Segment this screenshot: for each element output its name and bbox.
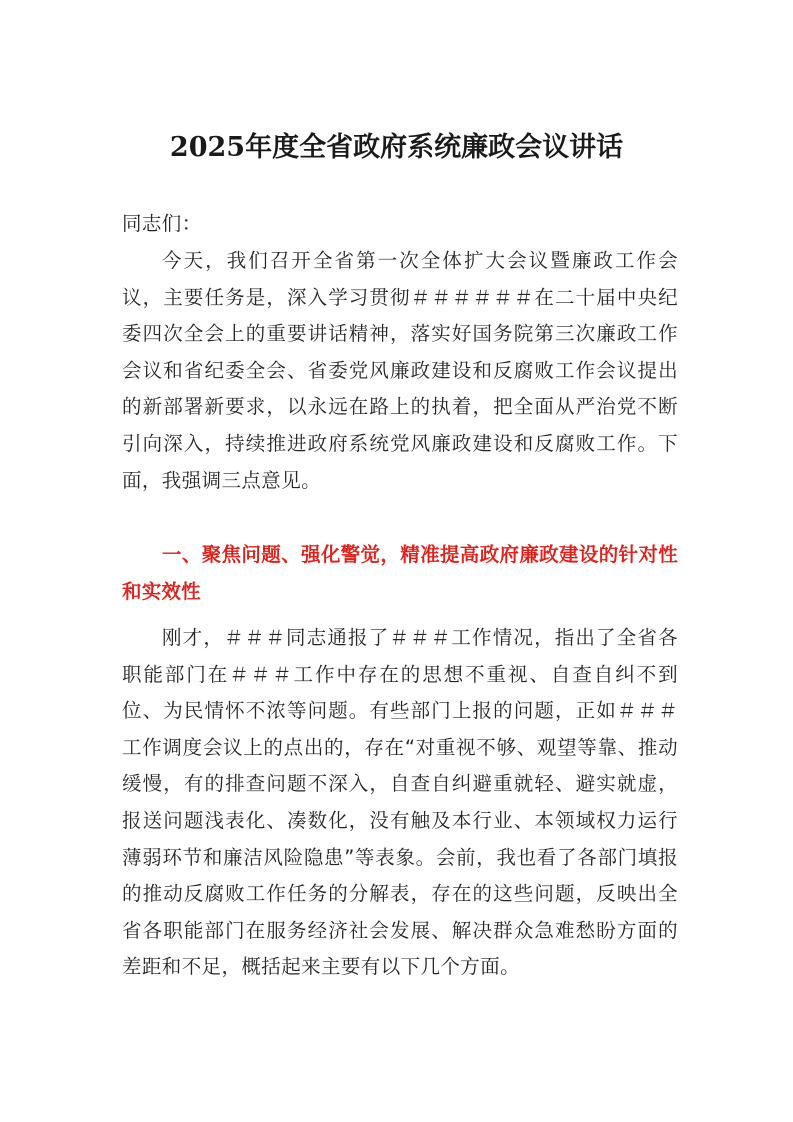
- paragraph-section-1: 刚才，＃＃＃同志通报了＃＃＃工作情况，指出了全省各职能部门在＃＃＃工作中存在的思想不重视、自查自纠不到位、为民情怀不浓等问题。有些部门上报的问题，正如＃＃＃工作调度会议上的点出的，存在“对重视不够、观望等靠、推动缓慢，有的排查问题不深入，自查自纠避重就轻、避实就虚，报送问题浅表化、凑数化，没有触及本行业、本领域权力运行薄弱环节和廉洁风险隐患”等表象。会前，我也看了各部门填报的推动反腐败工作任务的分解表，存在的这些问题，反映出全省各职能部门在服务经济社会发展、解决群众急难愁盼方面的差距和不足，概括起来主要有以下几个方面。: [122, 626, 678, 979]
- paragraph-opening: 今天，我们召开全省第一次全体扩大会议暨廉政工作会议，主要任务是，深入学习贯彻＃＃＃＃＃＃在二十届中央纪委四次全会上的重要讲话精神，落实好国务院第三次廉政工作会议和省纪委全会、省委党风廉政建设和反腐败工作会议提出的新部署新要求，以永远在路上的执着，把全面从严治党不断引向深入，持续推进政府系统党风廉政建设和反腐败工作。下面，我强调三点意见。: [122, 249, 678, 492]
- section-heading-1: 一、聚焦问题、强化警觉，精准提高政府廉政建设的针对性和实效性: [122, 543, 678, 603]
- document-title: 2025年度全省政府系统廉政会议讲话: [169, 132, 624, 163]
- greeting: 同志们：: [122, 212, 202, 235]
